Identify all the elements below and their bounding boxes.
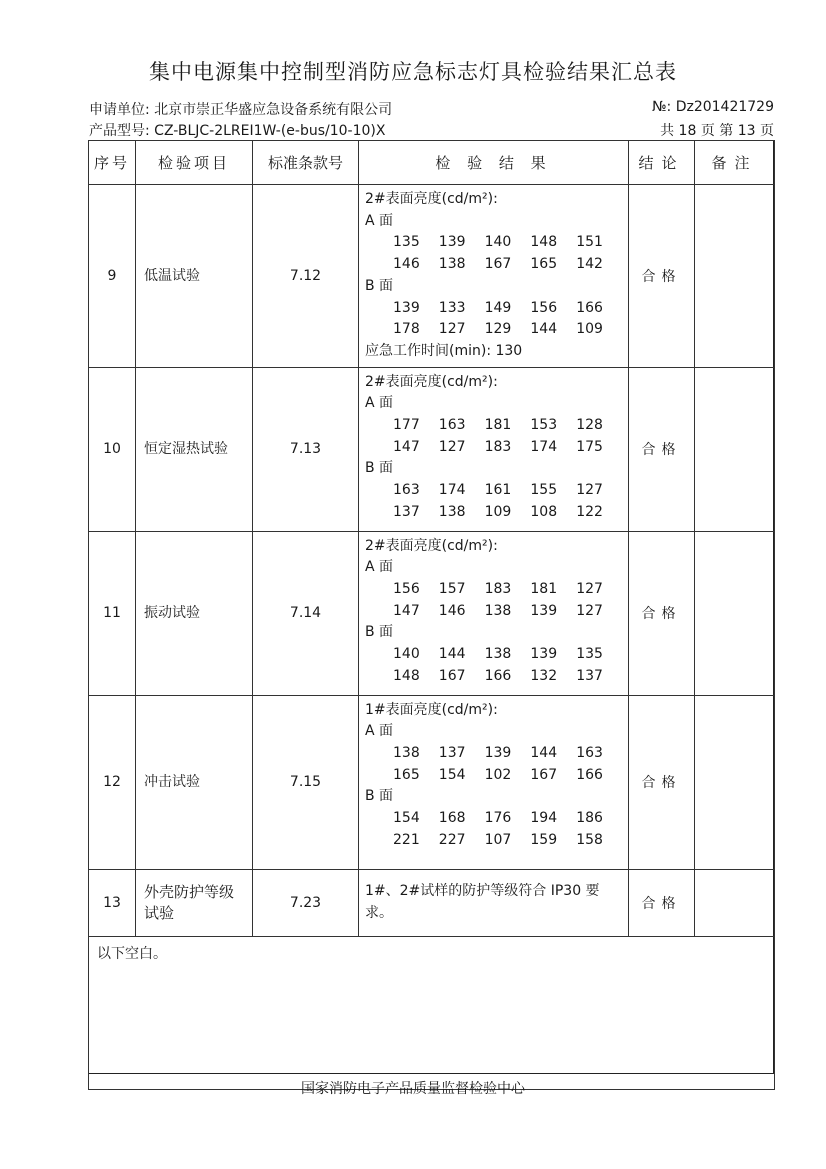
table-row [89,695,775,869]
row-result [359,185,629,368]
emergency-time: 应急工作时间(min): 130 [365,342,523,359]
row-result [359,869,629,936]
model-line [89,120,385,140]
luminance-title: 2#表面亮度(cd/m²): [365,191,498,207]
row-item: 冲击试验 [136,695,253,869]
face-b-values-1: 154 168 176 194 186 [393,810,603,827]
row-clause: 7.12 [253,185,359,368]
row-conclusion: 合格 [629,869,695,936]
col-clause: 标准条款号 [253,141,359,185]
row-seq: 13 [89,869,136,936]
report-number [652,99,774,115]
blank-note-row [89,936,775,1089]
col-conclusion: 结论 [629,141,695,185]
face-b-label: B 面 [365,460,394,477]
row-remark [695,695,775,869]
number-value: Dz201421729 [675,99,774,115]
face-a-values-1: 156 157 183 181 127 [393,581,603,598]
row-conclusion: 合格 [629,367,695,531]
row-result [359,531,629,695]
face-a-label: A 面 [365,212,394,229]
face-a-values-2: 165 154 102 167 166 [393,766,603,783]
row-conclusion: 合格 [629,185,695,368]
number-label: №: [651,99,672,115]
face-b-label: B 面 [365,277,394,294]
page-counter: 共 18 页 第 13 页 [660,123,774,139]
face-a-values-1: 177 163 181 153 128 [393,417,603,434]
row-seq: 11 [89,531,136,695]
face-a-label: A 面 [365,395,394,412]
face-a-values-2: 147 146 138 139 127 [393,602,603,619]
row-seq: 10 [89,367,136,531]
row-item: 振动试验 [136,531,253,695]
applicant-value: 北京市崇正华盛应急设备系统有限公司 [154,102,393,118]
applicant-line [89,99,392,119]
table-header-row [89,141,775,185]
row-result [359,367,629,531]
row-clause: 7.23 [253,869,359,936]
table-row [89,531,775,695]
face-b-values-2: 178 127 129 144 109 [393,321,603,338]
face-b-label: B 面 [365,788,394,805]
face-a-values-2: 146 138 167 165 142 [393,256,603,273]
model-label: 产品型号: [89,123,150,139]
face-b-values-2: 221 227 107 159 158 [393,831,603,848]
footer-issuer: 国家消防电子产品质量监督检验中心 [301,1081,525,1097]
page-title: 集中电源集中控制型消防应急标志灯具检验结果汇总表 [149,60,677,84]
applicant-label: 申请单位: [89,102,150,118]
col-result: 检 验 结 果 [359,141,629,185]
face-a-label: A 面 [365,723,394,740]
face-b-values-1: 139 133 149 156 166 [393,299,603,316]
face-a-label: A 面 [365,559,394,576]
col-remark: 备注 [695,141,775,185]
model-value: CZ-BLJC-2LREⅠ1W-(e-bus/10-10)X [154,123,386,139]
table-row [89,869,775,936]
row-remark [695,531,775,695]
row-item: 低温试验 [136,185,253,368]
row-remark [695,367,775,531]
row-conclusion: 合格 [629,531,695,695]
row-item: 外壳防护等级试验 [136,869,253,936]
table-row [89,367,775,531]
face-b-values-2: 148 167 166 132 137 [393,667,603,684]
results-table [88,140,775,1090]
row-seq: 9 [89,185,136,368]
col-item: 检验项目 [136,141,253,185]
row-result [359,695,629,869]
luminance-title: 2#表面亮度(cd/m²): [365,537,498,554]
row-remark [695,869,775,936]
row-clause: 7.15 [253,695,359,869]
col-seq: 序号 [89,141,136,185]
row-conclusion: 合格 [629,695,695,869]
row-clause: 7.14 [253,531,359,695]
protection-result-text: 1#、2#试样的防护等级符合 IP30 要求。 [365,882,600,921]
face-a-values-1: 135 139 140 148 151 [393,234,603,251]
face-b-values-1: 140 144 138 139 135 [393,646,603,663]
face-b-values-1: 163 174 161 155 127 [393,482,603,499]
row-seq: 12 [89,695,136,869]
table-row [89,185,775,368]
row-clause: 7.13 [253,367,359,531]
row-remark [695,185,775,368]
face-a-values-2: 147 127 183 174 175 [393,438,603,455]
face-b-values-2: 137 138 109 108 122 [393,503,603,520]
blank-note: 以下空白。 [89,936,775,1089]
face-b-label: B 面 [365,624,394,641]
row-item: 恒定湿热试验 [136,367,253,531]
face-a-values-1: 138 137 139 144 163 [393,745,603,762]
luminance-title: 1#表面亮度(cd/m²): [365,701,498,718]
luminance-title: 2#表面亮度(cd/m²): [365,373,498,390]
